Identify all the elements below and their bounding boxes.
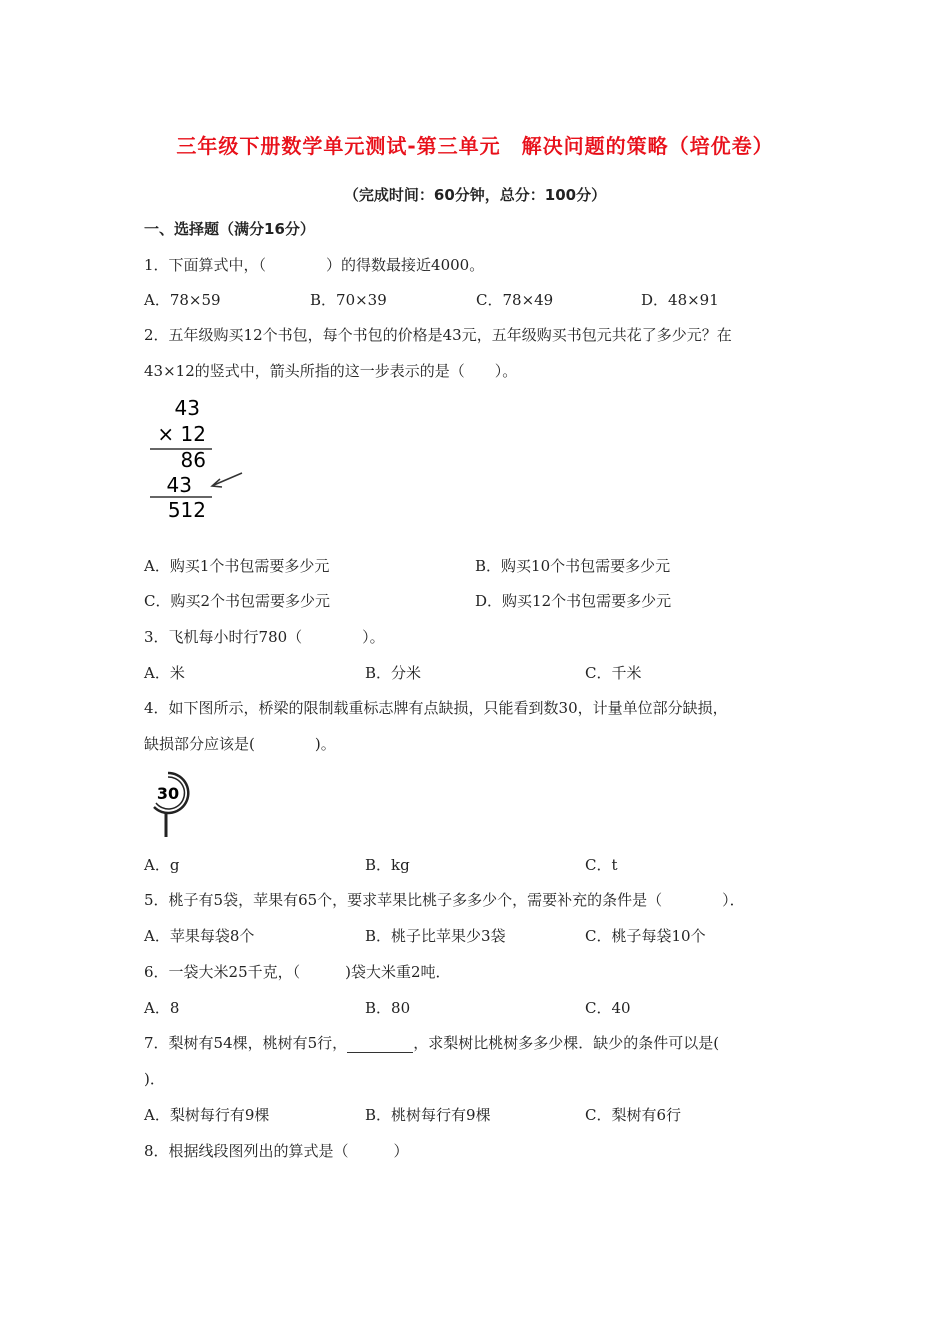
weight-limit-sign-figure: [144, 770, 196, 840]
q5-option-b[interactable]: B．桃子比苹果少3袋: [365, 927, 506, 945]
vertical-multiplication-figure: [142, 394, 250, 524]
question-7-line2: )．: [144, 1070, 165, 1088]
q1-option-b[interactable]: B．70×39: [310, 291, 387, 309]
q6-option-c[interactable]: C．40: [585, 999, 631, 1017]
q1-option-a[interactable]: A．78×59: [144, 291, 221, 309]
question-7-part-b: ，求梨树比桃树多多少棵．缺少的条件可以是(: [413, 1034, 720, 1052]
q2-option-a[interactable]: A．购买1个书包需要多少元: [144, 557, 330, 575]
question-1: 1．下面算式中，（ ）的得数最接近4000。: [144, 256, 485, 274]
exam-info: （完成时间：60分钟，总分：100分）: [343, 186, 607, 204]
arrow-icon: [214, 473, 242, 485]
q4-option-c[interactable]: C．t: [585, 856, 618, 874]
q6-option-b[interactable]: B．80: [365, 999, 411, 1017]
q2-option-d[interactable]: D．购买12个书包需要多少元: [475, 592, 672, 610]
section-heading: 一、选择题（满分16分）: [144, 220, 315, 238]
q1-option-c[interactable]: C．78×49: [476, 291, 554, 309]
answer-blank[interactable]: [347, 1038, 413, 1053]
page-title: 三年级下册数学单元测试-第三单元 解决问题的策略（培优卷）: [176, 134, 774, 158]
mult-row-3: 86: [180, 448, 206, 472]
question-2: 2．五年级购买12个书包，每个书包的价格是43元，五年级购买书包元共花了多少元？在: [144, 326, 732, 344]
question-7-part-a: 7．梨树有54棵，桃树有5行，: [144, 1034, 348, 1052]
q1-option-d[interactable]: D．48×91: [641, 291, 719, 309]
q7-option-a[interactable]: A．梨树每行有9棵: [144, 1106, 270, 1124]
q7-option-c[interactable]: C．梨树有6行: [585, 1106, 682, 1124]
sign-number: 30: [156, 784, 180, 803]
mult-row-5: 512: [167, 498, 206, 522]
q3-option-b[interactable]: B．分米: [365, 664, 422, 682]
q4-option-b[interactable]: B．kg: [365, 856, 410, 874]
q6-option-a[interactable]: A．8: [144, 999, 180, 1017]
q5-option-c[interactable]: C．桃子每袋10个: [585, 927, 706, 945]
q3-option-a[interactable]: A．米: [144, 664, 185, 682]
q7-option-b[interactable]: B．桃树每行有9棵: [365, 1106, 491, 1124]
question-4-line2: 缺损部分应该是( )。: [144, 735, 336, 753]
question-8: 8．根据线段图列出的算式是（ ）: [144, 1142, 409, 1160]
question-6: 6．一袋大米25千克，（ )袋大米重2吨．: [144, 963, 451, 981]
mult-row-1: 43: [174, 396, 200, 420]
q4-option-a[interactable]: A．g: [144, 856, 180, 874]
question-7: [144, 1032, 719, 1053]
q3-option-c[interactable]: C．千米: [585, 664, 642, 682]
question-3: 3．飞机每小时行780（ ）。: [144, 628, 385, 646]
mult-row-2: × 12: [157, 422, 206, 446]
question-4: 4．如下图所示，桥梁的限制载重标志牌有点缺损，只能看到数30，计量单位部分缺损，: [144, 699, 728, 717]
q2-option-c[interactable]: C．购买2个书包需要多少元: [144, 592, 331, 610]
question-5: 5．桃子有5袋，苹果有65个，要求苹果比桃子多多少个，需要补充的条件是（ ）．: [144, 891, 745, 909]
q5-option-a[interactable]: A．苹果每袋8个: [144, 927, 255, 945]
q2-option-b[interactable]: B．购买10个书包需要多少元: [475, 557, 671, 575]
mult-row-4: 43: [166, 473, 192, 497]
question-2-line2: 43×12的竖式中，箭头所指的这一步表示的是（ ）。: [144, 362, 518, 380]
